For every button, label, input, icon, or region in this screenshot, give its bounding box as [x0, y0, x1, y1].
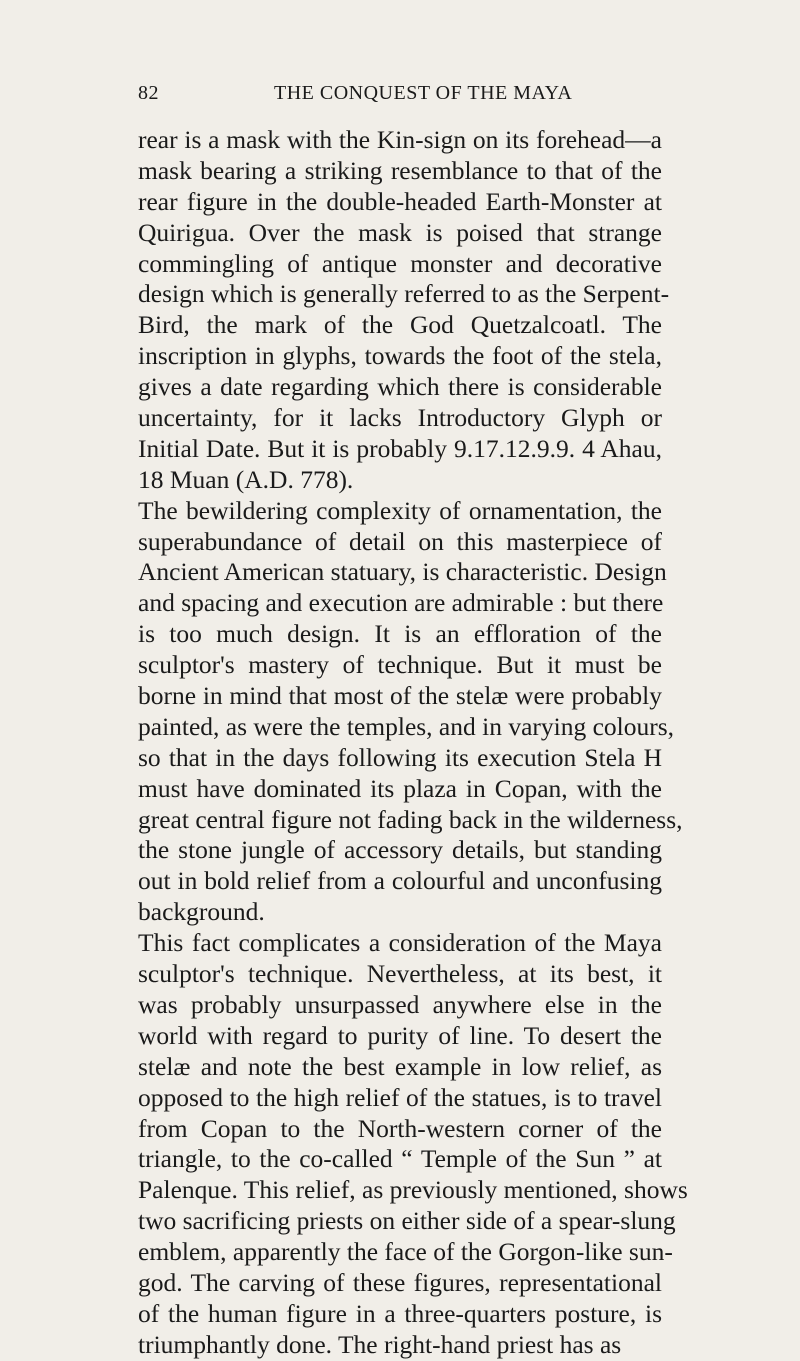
text-line: is too much design. It is an efflorati​on of the: [138, 619, 662, 649]
text-line: Initial Date. But it is probably 9.17.12.9.9. 4 Ahau,: [138, 433, 662, 463]
text-line: 18 Muan (A.D. 778).: [138, 464, 354, 494]
text-line: mask bearing a striking resemblance to that of the: [138, 155, 662, 185]
text-line: opposed to the high relief of the statues, is to travel: [138, 1082, 662, 1112]
text-line: inscription in glyphs, towards the foot of the stela,: [138, 341, 662, 371]
text-line: emblem, apparently the face of the Gorgon-like sun-: [138, 1237, 673, 1267]
text-line: and spacing and execution are admirable : but there: [138, 588, 664, 618]
text-line: This fact complicates a consideration of the Maya: [138, 928, 662, 958]
text-line: superabundance of detail on this masterpiece of: [138, 526, 662, 556]
text-line: Palenque. This relief, as previously mentioned, shows: [138, 1175, 688, 1205]
body-text: [138, 125, 688, 1361]
text-line: commingling of antique monster and decorative: [138, 248, 662, 278]
text-line: rear is a mask with the Kin-sign on its forehead—a: [138, 125, 662, 154]
page-number: 82: [138, 82, 159, 104]
text-line: must have dominated its plaza in Copan, with the: [138, 773, 662, 803]
running-head: [138, 82, 662, 112]
text-line: triangle, to the co-called “ Temple of the Sun ” at: [138, 1144, 662, 1174]
text-line: sculptor's technique. Nevertheless, at its best, it: [138, 959, 662, 989]
text-line: The bewildering complexity of ornamentation, the: [138, 495, 662, 525]
text-line: out in bold relief from a colourful and unconfusing: [138, 866, 662, 896]
text-line: gives a date regarding which there is considerable: [138, 372, 662, 402]
text-line: borne in mind that most of the stelæ were probably: [138, 681, 662, 711]
text-line: was probably unsurpassed anywhere else in the: [138, 989, 662, 1019]
text-line: stelæ and note the best example in low relief, as: [138, 1051, 662, 1081]
text-line: great central figure not fading back in the wilderness,: [138, 804, 683, 834]
text-line: Bird, the mark of the God Quetzalcoatl. The: [138, 310, 662, 340]
text-line: two sacrificing priests on either side of a spear-slung: [138, 1206, 676, 1236]
running-title: THE CONQUEST OF THE MAYA: [274, 82, 573, 104]
text-line: from Copan to the North-western corner of the: [138, 1113, 662, 1143]
text-line: sculptor's mastery of technique. But it must be: [138, 650, 662, 680]
text-line: Ancient American statuary, is characteristic. Design: [138, 557, 667, 587]
text-line: world with regard to purity of line. To desert the: [138, 1020, 662, 1050]
text-line: painted, as were the temples, and in varying colours,: [138, 711, 675, 741]
text-line: so that in the days following its execution Stela H: [138, 742, 662, 772]
text-line: triumphantly done. The right-hand priest has as: [138, 1329, 622, 1359]
text-line: uncertainty, for it lacks Introductory Glyph or: [138, 403, 662, 433]
text-line: of the human figure in a three-quarters posture, is: [138, 1298, 662, 1328]
text-line: god. The carving of these figures, representational: [138, 1267, 662, 1297]
text-line: Quirigua. Over the mask is poised that strange: [138, 217, 662, 247]
text-line: design which is generally referred to as the Serpent-: [138, 279, 670, 309]
text-line: background.: [138, 897, 265, 927]
text-line: the stone jungle of accessory details, but standing: [138, 835, 662, 865]
text-line: rear figure in the double-headed Earth-Monster at: [138, 186, 662, 216]
